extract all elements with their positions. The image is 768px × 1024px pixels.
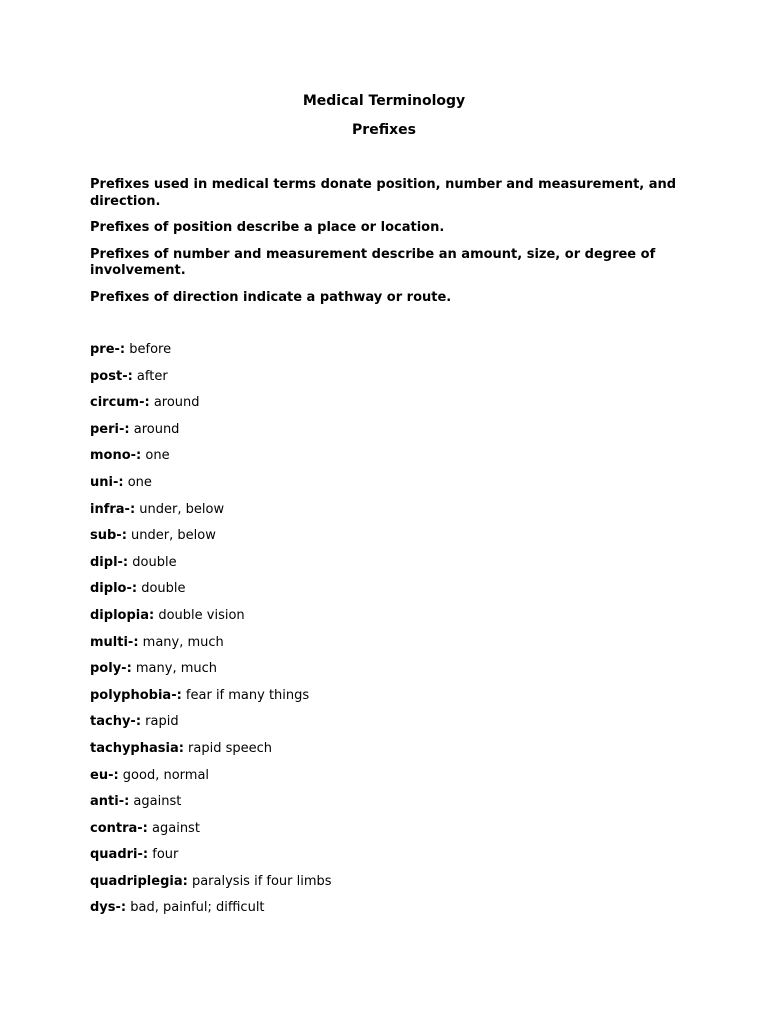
prefix-term: quadri-: — [90, 847, 149, 863]
prefix-entry — [90, 767, 690, 794]
document-subtitle: Prefixes — [352, 122, 416, 138]
prefix-entry — [90, 554, 690, 581]
prefix-definition: bad, painful; difficult — [126, 900, 265, 916]
prefix-definition: good, normal — [118, 767, 210, 783]
prefix-entry — [90, 899, 690, 926]
prefix-definition: double vision — [154, 607, 245, 623]
prefix-definition: against — [147, 820, 200, 836]
prefix-entry — [90, 580, 690, 607]
prefix-entry — [90, 687, 690, 714]
prefix-entry — [90, 501, 690, 528]
prefix-definition: many, much — [138, 634, 224, 650]
intro-paragraph: Prefixes of number and measurement describe an amount, size, or degree of involvement. — [90, 246, 656, 278]
prefix-entry — [90, 793, 690, 820]
intro-paragraph: Prefixes of position describe a place or location. — [90, 220, 445, 235]
prefix-entry — [90, 447, 690, 474]
prefix-entry — [90, 873, 690, 900]
prefix-entry — [90, 394, 690, 421]
intro-section — [90, 177, 680, 316]
prefix-term: pre-: — [90, 342, 126, 357]
prefix-definition: fear if many things — [181, 687, 310, 703]
prefix-term: tachy-: — [90, 714, 142, 730]
document-title: Medical Terminology — [302, 93, 466, 109]
prefix-definition: one — [123, 474, 152, 490]
prefix-term: diplo-: — [90, 581, 138, 597]
intro-paragraph: Prefixes of direction indicate a pathway or route. — [90, 289, 452, 305]
prefix-term: circum-: — [90, 395, 150, 411]
prefix-entry — [90, 607, 690, 634]
prefix-entry — [90, 527, 690, 554]
prefix-definition: many, much — [131, 661, 218, 677]
prefix-entry — [90, 634, 690, 661]
prefix-entry — [90, 740, 690, 767]
prefix-term: dys-: — [90, 900, 127, 916]
prefix-term: quadriplegia: — [90, 873, 188, 889]
prefix-term: contra-: — [90, 820, 148, 836]
prefix-entry — [90, 474, 690, 501]
prefix-definition: under, below — [126, 528, 216, 544]
prefix-entry — [90, 341, 690, 368]
prefix-definition: against — [129, 794, 182, 810]
prefix-definition: after — [132, 368, 168, 384]
prefix-term: sub-: — [90, 528, 127, 544]
prefix-term: anti-: — [90, 794, 130, 810]
intro-paragraph: Prefixes used in medical terms donate position, number and measurement, and direction. — [90, 177, 677, 209]
prefix-term: uni-: — [90, 474, 124, 490]
prefix-term: poly-: — [90, 661, 132, 677]
prefix-definition: before — [125, 342, 172, 357]
prefix-entry — [90, 660, 690, 687]
prefix-definition: around — [129, 421, 180, 437]
prefix-definition: four — [148, 847, 179, 863]
prefix-term: diplopia: — [90, 607, 155, 623]
prefix-entry — [90, 421, 690, 448]
prefix-term: infra-: — [90, 501, 136, 517]
prefix-definition: one — [141, 448, 170, 464]
prefix-entry — [90, 820, 690, 847]
prefix-definition: around — [149, 395, 200, 411]
prefix-term: mono-: — [90, 448, 142, 464]
prefix-term: tachyphasia: — [90, 740, 184, 756]
prefix-list — [90, 341, 690, 926]
prefix-definition: double — [128, 554, 177, 570]
prefix-term: eu-: — [90, 767, 119, 783]
prefix-definition: rapid speech — [183, 740, 273, 756]
prefix-term: peri-: — [90, 421, 130, 437]
prefix-term: polyphobia-: — [90, 687, 182, 703]
prefix-entry — [90, 713, 690, 740]
prefix-definition: under, below — [135, 501, 225, 517]
prefix-definition: rapid — [141, 714, 179, 730]
prefix-definition: double — [137, 581, 186, 597]
prefix-definition: paralysis if four limbs — [187, 873, 332, 889]
prefix-term: multi-: — [90, 634, 139, 650]
prefix-term: post-: — [90, 368, 133, 384]
prefix-entry — [90, 368, 690, 395]
prefix-entry — [90, 846, 690, 873]
prefix-term: dipl-: — [90, 554, 129, 570]
